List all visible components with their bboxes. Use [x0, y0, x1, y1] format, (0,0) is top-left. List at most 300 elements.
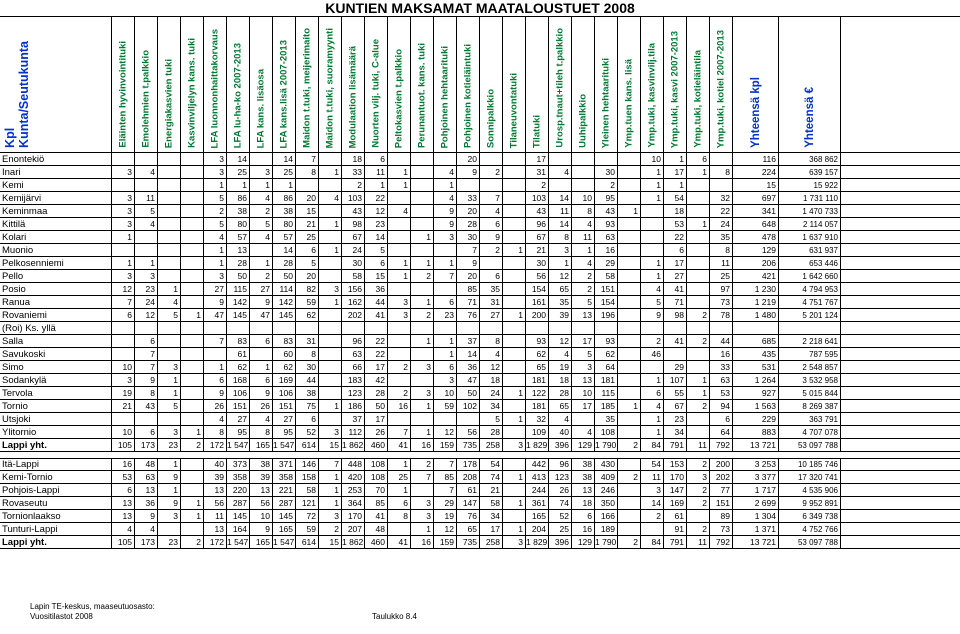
table-cell: 11	[135, 192, 158, 205]
table-cell: 16	[710, 348, 733, 361]
table-cell: 36	[135, 497, 158, 510]
table-cell: 1	[411, 523, 434, 536]
table-cell: 3	[388, 296, 411, 309]
table-cell: 25	[549, 523, 572, 536]
table-cell: 65	[549, 283, 572, 296]
row-name: Tornionlaakso	[0, 510, 112, 523]
table-cell: 1	[365, 179, 388, 192]
table-cell: 61	[227, 348, 250, 361]
column-header	[158, 16, 181, 152]
table-cell: 13	[572, 374, 595, 387]
table-cell: 32	[710, 192, 733, 205]
table-cell: 48	[365, 523, 388, 536]
table-cell: 7	[135, 361, 158, 374]
table-cell: 74	[480, 471, 503, 484]
table-cell: 29	[664, 361, 687, 374]
table-cell: 4	[641, 400, 664, 413]
table-cell: 26	[549, 484, 572, 497]
table-cell: 1 642 660	[779, 270, 841, 283]
table-cell: 4	[112, 523, 135, 536]
table-cell: 5	[572, 348, 595, 361]
table-cell: 12	[434, 426, 457, 439]
table-cell: 8	[296, 348, 319, 361]
column-header-label: Yhteensä €	[803, 87, 816, 148]
table-cell: 94	[710, 400, 733, 413]
row-name: Enontekiö	[0, 153, 112, 166]
table-cell: 1	[434, 335, 457, 348]
table-cell: 18	[342, 153, 365, 166]
table-cell: 7	[480, 192, 503, 205]
table-cell: 14	[549, 192, 572, 205]
table-cell: 13	[204, 484, 227, 497]
table-cell: 17	[664, 257, 687, 270]
table-cell: 1	[388, 179, 411, 192]
table-cell: 86	[273, 192, 296, 205]
column-header-label: Pohjoinen kotieläintuki	[462, 44, 474, 148]
table-cell: 14	[227, 153, 250, 166]
column-header-label: Peltokasvien t.palkkio	[393, 48, 405, 148]
row-name: Muonio	[0, 244, 112, 257]
table-cell: 25	[388, 471, 411, 484]
table-cell: 1	[503, 387, 526, 400]
header-kpl-label	[3, 41, 31, 148]
table-cell: 1	[388, 484, 411, 497]
table-cell: 62	[296, 309, 319, 322]
table-cell: 1	[112, 257, 135, 270]
table-cell: 396	[549, 439, 572, 452]
table-cell: 28	[365, 387, 388, 400]
table-cell: 3	[204, 153, 227, 166]
table-cell: 59	[296, 296, 319, 309]
table-cell: 58	[296, 484, 319, 497]
table-cell: 14	[457, 348, 480, 361]
table-cell: 207	[342, 523, 365, 536]
table-cell: 37	[342, 413, 365, 426]
table-cell: 8	[135, 387, 158, 400]
table-cell: 1 790	[595, 440, 617, 450]
table-cell: 8	[710, 166, 733, 179]
table-cell: 22	[365, 335, 388, 348]
table-cell: 5	[250, 218, 273, 231]
table-cell: 59	[296, 523, 319, 536]
table-cell: 108	[595, 426, 618, 439]
table-cell: 1 470 733	[779, 205, 841, 218]
table-cell: 9	[135, 374, 158, 387]
table-cell: 4	[250, 231, 273, 244]
table-cell: 1	[411, 335, 434, 348]
column-header-label: Maidon t.tuki, meijerimaito	[301, 28, 313, 148]
table-cell: 1	[181, 510, 204, 523]
table-cell: 64	[710, 426, 733, 439]
row-name: Rovaseutu	[0, 497, 112, 510]
table-cell: 53 097 788	[779, 536, 841, 549]
table-cell: 2	[319, 523, 342, 536]
table-cell: 2	[480, 244, 503, 257]
table-cell: 1	[687, 387, 710, 400]
column-header	[503, 16, 526, 152]
table-cell: 159	[434, 439, 457, 452]
table-cell: 9	[641, 309, 664, 322]
table-cell: 114	[273, 283, 296, 296]
column-header	[687, 16, 710, 152]
table-cell: 53	[710, 387, 733, 400]
table-cell: 7	[411, 471, 434, 484]
column-header	[595, 16, 618, 152]
table-cell: 98	[664, 309, 687, 322]
table-cell: 3	[112, 205, 135, 218]
table-cell: 15 922	[779, 179, 841, 192]
table-cell: 2	[687, 497, 710, 510]
table-cell: 4	[388, 205, 411, 218]
table-cell: 927	[733, 387, 779, 400]
table-cell: 18	[664, 205, 687, 218]
table-cell: 2	[181, 439, 204, 452]
table-cell: 6	[250, 335, 273, 348]
table-cell: 28	[227, 257, 250, 270]
table-cell: 1	[641, 192, 664, 205]
table-cell: 173	[135, 439, 158, 452]
table-cell: 115	[595, 387, 618, 400]
table-cell: 4	[204, 231, 227, 244]
table-cell: 5 201 124	[779, 309, 841, 322]
table-cell: 78	[710, 309, 733, 322]
table-cell: 2	[687, 309, 710, 322]
table-cell: 21	[480, 484, 503, 497]
table-cell: 4	[204, 413, 227, 426]
table-cell: 23	[158, 439, 181, 452]
table-cell: 50	[227, 270, 250, 283]
table-cell: 23	[365, 218, 388, 231]
column-header-label: Tilaneuvontatuki	[508, 72, 520, 148]
table-cell: 38	[572, 471, 595, 484]
table-cell: 62	[273, 361, 296, 374]
table-cell: 15	[365, 270, 388, 283]
table-cell: 1	[641, 374, 664, 387]
table-cell: 1	[503, 309, 526, 322]
table-cell: 792	[710, 439, 733, 452]
table-cell: 89	[710, 510, 733, 523]
table-cell: 151	[595, 283, 618, 296]
table-cell: 5	[365, 244, 388, 257]
table-cell: 47	[457, 374, 480, 387]
table-cell: 5	[480, 413, 503, 426]
table-cell: 165	[273, 523, 296, 536]
table-cell: 103	[526, 192, 549, 205]
table-cell: 129	[572, 536, 595, 549]
table-cell: 6	[296, 413, 319, 426]
table-cell: 9	[250, 387, 273, 400]
table-cell: 6	[480, 270, 503, 283]
table-cell: 15	[319, 536, 342, 549]
table-cell: 80	[227, 218, 250, 231]
table-cell: 63	[342, 348, 365, 361]
table-cell: 14	[641, 497, 664, 510]
table-cell: 3 253	[733, 458, 779, 471]
table-cell: 4	[641, 283, 664, 296]
table-cell: 35	[595, 413, 618, 426]
table-cell: 460	[365, 439, 388, 452]
table-cell: 38	[273, 205, 296, 218]
table-cell: 639 157	[779, 166, 841, 179]
table-cell: 2	[618, 536, 641, 549]
table-cell: 27	[480, 309, 503, 322]
row-name: Lappi yht.	[0, 439, 112, 452]
table-cell: 6 349 738	[779, 510, 841, 523]
column-header	[618, 16, 641, 152]
table-cell: 129	[733, 244, 779, 257]
table-cell: 1	[227, 179, 250, 192]
table-cell: 106	[227, 387, 250, 400]
row-name: Tunturi-Lappi	[0, 523, 112, 536]
table-cell: 85	[457, 283, 480, 296]
table-cell: 1	[503, 471, 526, 484]
table-cell: 71	[664, 296, 687, 309]
column-header-label: LFA kans. lisäosa	[255, 68, 267, 148]
table-cell: 151	[710, 497, 733, 510]
table-cell: 52	[549, 510, 572, 523]
row-name: Kolari	[0, 231, 112, 244]
table-cell: 1 862	[342, 440, 364, 450]
table-cell: 165	[250, 536, 273, 549]
column-header	[273, 16, 296, 152]
table-cell: 4	[572, 426, 595, 439]
table-cell: 4	[434, 192, 457, 205]
table-cell: 3	[687, 471, 710, 484]
table-cell: 31	[526, 166, 549, 179]
column-header	[135, 16, 158, 152]
table-cell: 6	[641, 387, 664, 400]
table-cell: 244	[526, 484, 549, 497]
table-cell: 17	[365, 361, 388, 374]
table-cell: 129	[572, 439, 595, 452]
table-cell: 614	[296, 439, 319, 452]
table-cell: 84	[641, 536, 664, 549]
footer-org: Lapin TE-keskus, maaseutuosasto:	[30, 602, 155, 611]
table-cell: 58	[480, 497, 503, 510]
table-cell: 460	[365, 536, 388, 549]
table-cell: 7	[135, 348, 158, 361]
row-name: Lappi yht.	[0, 536, 112, 549]
table-cell: 1	[319, 484, 342, 497]
table-cell: 142	[273, 296, 296, 309]
table-cell: 220	[227, 484, 250, 497]
table-cell: 614	[296, 536, 319, 549]
table-cell: 20	[457, 205, 480, 218]
table-cell: 36	[457, 361, 480, 374]
table-cell: 98	[342, 218, 365, 231]
table-cell: 161	[526, 296, 549, 309]
row-name: Tornio	[0, 400, 112, 413]
table-cell: 2	[250, 270, 273, 283]
table-cell: 19	[112, 387, 135, 400]
table-cell: 368 862	[779, 153, 841, 166]
footer-table-ref: Taulukko 8.4	[372, 612, 417, 621]
table-cell: 22	[664, 231, 687, 244]
table-cell: 186	[342, 400, 365, 413]
table-cell: 2	[641, 510, 664, 523]
column-header-label: Tilatuki	[531, 114, 543, 148]
table-cell: 108	[365, 458, 388, 471]
row-name: Kemi-Tornio	[0, 471, 112, 484]
column-header-label: Ymp.tuki, kotieläintila	[692, 50, 704, 148]
table-cell: 11	[549, 205, 572, 218]
table-cell: 189	[595, 523, 618, 536]
table-cell: 371	[273, 458, 296, 471]
table-cell: 56	[526, 270, 549, 283]
table-cell: 6	[480, 218, 503, 231]
table-cell: 3	[434, 374, 457, 387]
table-cell: 17	[365, 413, 388, 426]
table-cell: 12	[135, 309, 158, 322]
table-cell: 147	[457, 497, 480, 510]
table-cell: 1	[664, 153, 687, 166]
table-cell: 93	[595, 218, 618, 231]
table-cell: 1 480	[733, 309, 779, 322]
table-cell: 47	[204, 309, 227, 322]
table-cell: 7	[434, 458, 457, 471]
table-cell: 28	[273, 257, 296, 270]
table-cell: 409	[595, 471, 618, 484]
table-cell: 123	[549, 471, 572, 484]
table-cell: 165	[526, 510, 549, 523]
table-cell: 1	[503, 244, 526, 257]
table-cell: 82	[296, 283, 319, 296]
table-cell: 6	[434, 296, 457, 309]
column-header-label: Nuorten vilj. tuki, C-alue	[370, 39, 382, 148]
table-cell: 22	[365, 348, 388, 361]
table-cell: 96	[342, 335, 365, 348]
table-cell: 41	[388, 536, 411, 549]
table-cell: 3	[641, 484, 664, 497]
table-cell: 1 829	[526, 440, 548, 450]
table-cell: 26	[365, 426, 388, 439]
table-cell: 122	[526, 387, 549, 400]
table-cell: 12	[549, 335, 572, 348]
table-cell: 41	[664, 283, 687, 296]
column-header-label: Modulaation lisämäärä	[347, 45, 359, 148]
table-cell: 13	[204, 523, 227, 536]
table-cell: 4	[434, 166, 457, 179]
table-cell: 13	[250, 484, 273, 497]
table-cell: 12	[434, 523, 457, 536]
table-cell: 83	[227, 335, 250, 348]
table-cell: 44	[710, 335, 733, 348]
table-cell: 54	[641, 458, 664, 471]
column-header-label: Yleinen hehtaarituki	[600, 57, 612, 148]
table-cell: 28	[480, 426, 503, 439]
table-cell: 153	[664, 458, 687, 471]
table-cell: 11	[687, 439, 710, 452]
row-name: Keminmaa	[0, 205, 112, 218]
table-cell: 72	[296, 510, 319, 523]
table-cell: 1	[641, 413, 664, 426]
table-cell: 1	[687, 166, 710, 179]
table-cell: 121	[296, 497, 319, 510]
row-name: Itä-Lappi	[0, 458, 112, 471]
row-name: Pohjois-Lappi	[0, 484, 112, 497]
table-cell: 93	[595, 335, 618, 348]
table-cell: 3	[411, 361, 434, 374]
table-cell: 9	[158, 497, 181, 510]
table-cell: 7	[204, 335, 227, 348]
table-cell: 34	[664, 426, 687, 439]
table-cell: 39	[549, 309, 572, 322]
table-cell: 24	[480, 387, 503, 400]
table-cell: 6	[296, 244, 319, 257]
table-cell: 16	[572, 523, 595, 536]
table-cell: 6	[687, 153, 710, 166]
table-cell: 162	[342, 296, 365, 309]
table-cell: 35	[480, 283, 503, 296]
table-cell: 25	[710, 270, 733, 283]
column-header-label: Ymp.tuki, kasvinvilj.tila	[646, 43, 658, 148]
table-cell: 15	[296, 205, 319, 218]
table-cell: 246	[595, 484, 618, 497]
table-cell: 11	[687, 536, 710, 549]
table-cell: 30	[342, 257, 365, 270]
table-cell: 1 637 910	[779, 231, 841, 244]
table-cell: 58	[342, 270, 365, 283]
table-cell: 3 532 958	[779, 374, 841, 387]
table-cell: 8	[388, 510, 411, 523]
column-header-label: LFA luonnonhaittakorvaus	[209, 28, 221, 148]
table-cell: 41	[388, 439, 411, 452]
table-cell: 8 269 387	[779, 400, 841, 413]
table-cell: 7	[319, 458, 342, 471]
table-cell: 1	[687, 374, 710, 387]
table-cell: 63	[595, 231, 618, 244]
table-cell: 181	[595, 374, 618, 387]
row-name: Tervola	[0, 387, 112, 400]
column-header-label: Ymp.tuen kans. lisä	[623, 59, 635, 148]
table-cell: 10	[250, 510, 273, 523]
table-cell: 6	[388, 497, 411, 510]
table-cell: 3	[319, 426, 342, 439]
table-cell: 23	[158, 536, 181, 549]
table-cell: 2 699	[733, 497, 779, 510]
table-cell: 791	[664, 536, 687, 549]
column-header	[549, 16, 572, 152]
table-cell: 156	[342, 283, 365, 296]
table-cell: 24	[710, 218, 733, 231]
table-cell: 84	[641, 439, 664, 452]
table-cell: 1	[204, 179, 227, 192]
table-cell: 13	[572, 484, 595, 497]
table-cell: 1 547	[227, 537, 249, 547]
table-cell: 1	[434, 348, 457, 361]
table-cell: 1	[641, 257, 664, 270]
table-cell: 653 446	[779, 257, 841, 270]
table-cell: 9	[434, 218, 457, 231]
table-cell: 253	[342, 484, 365, 497]
table-cell: 373	[227, 458, 250, 471]
table-cell: 2	[595, 179, 618, 192]
table-cell: 166	[595, 510, 618, 523]
table-cell: 2	[687, 335, 710, 348]
table-cell: 1	[250, 179, 273, 192]
table-top-border	[0, 16, 960, 17]
table-cell: 200	[526, 309, 549, 322]
table-cell: 80	[273, 218, 296, 231]
table-cell: 41	[664, 335, 687, 348]
table-cell: 183	[342, 374, 365, 387]
table-cell: 2	[342, 179, 365, 192]
table-cell: 2	[181, 536, 204, 549]
table-cell: 435	[733, 348, 779, 361]
table-cell: 13	[135, 484, 158, 497]
table-cell: 1	[388, 257, 411, 270]
table-cell: 2 218 641	[779, 335, 841, 348]
